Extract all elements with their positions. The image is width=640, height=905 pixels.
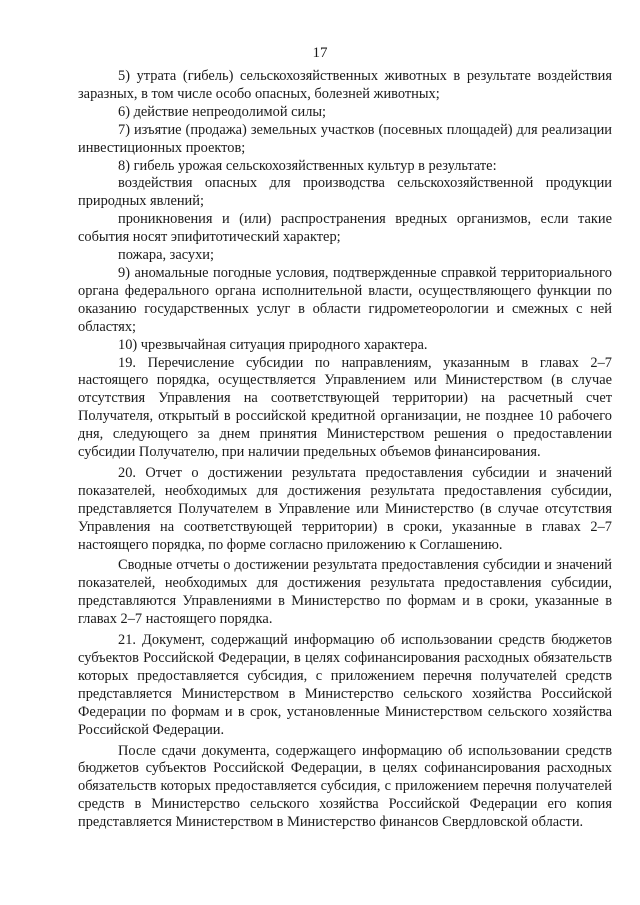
paragraph-summary-reports: Сводные отчеты о достижении результата предоставления субсидии и значений показателей, необходимых для достижения результата предоставления субсидии, представляются Управлениями в Министерство по формам и в сроки, указанные в главах 2–7 настоящего порядка. bbox=[78, 557, 612, 628]
paragraph-item-8: 8) гибель урожая сельскохозяйственных культур в результате: bbox=[118, 157, 497, 174]
paragraph-after-submission: После сдачи документа, содержащего информацию об использовании средств бюджетов субъектов Российской Федерации, в целях софинансирования расходных обязательств которых предоставляется субсидия, с приложением перечня получателей средств в Министерство сельского хозяйства Российской Федерации его копия представляется Министерством в Министерство финансов Свердловской области. bbox=[78, 742, 612, 831]
paragraph-item-8-fire: пожара, засухи; bbox=[118, 247, 215, 264]
paragraph-item-6: 6) действие непреодолимой силы; bbox=[118, 103, 327, 120]
paragraph-item-8-pests: проникновения и (или) распространения вредных организмов, если такие события носят эпифитотический характер; bbox=[78, 211, 612, 246]
paragraph-section-20: 20. Отчет о достижении результата предоставления субсидии и значений показателей, необходимых для достижения результата предоставления субсидии, представляется Получателем в Управление или Министерство (в случае отсутствия Управления на соответствующей территории) в сроки, указанные в главах 2–7 настоящего порядка, по форме согласно приложению к Соглашению. bbox=[78, 464, 612, 553]
document-body bbox=[78, 68, 612, 832]
paragraph-item-9: 9) аномальные погодные условия, подтвержденные справкой территориального органа федерального органа исполнительной власти, осуществляющего функции по оказанию государственных услуг в области гидрометеорологии и смежных с ней областях; bbox=[78, 264, 612, 335]
paragraph-item-7: 7) изъятие (продажа) земельных участков (посевных площадей) для реализации инвестиционных проектов; bbox=[78, 121, 612, 156]
paragraph-section-21: 21. Документ, содержащий информацию об использовании средств бюджетов субъектов Российской Федерации, в целях софинансирования расходных обязательств которых предоставляется субсидия, с приложением перечня получателей средств представляется Министерством в Министерство сельского хозяйства Российской Федерации по формам и в срок, установленные Министерством сельского хозяйства Российской Федерации. bbox=[78, 632, 612, 738]
paragraph-item-10: 10) чрезвычайная ситуация природного характера. bbox=[118, 336, 428, 353]
page-number: 17 bbox=[312, 45, 328, 61]
paragraph-section-19: 19. Перечисление субсидии по направлениям, указанным в главах 2–7 настоящего порядка, осуществляется Управлением или Министерством (в случае отсутствия Управления на соответствующей территории) на расчетный счет Получателя, открытый в российской кредитной организации, не позднее 10 рабочего дня, следующего за днем принятия Министерством решения о предоставлении субсидии Получателю, при наличии предельных объемов финансирования. bbox=[78, 354, 612, 461]
paragraph-item-5: 5) утрата (гибель) сельскохозяйственных животных в результате воздействия заразных, в том числе особо опасных, болезней животных; bbox=[78, 68, 612, 102]
paragraph-item-8-natural: воздействия опасных для производства сельскохозяйственной продукции природных явлений; bbox=[78, 175, 612, 210]
